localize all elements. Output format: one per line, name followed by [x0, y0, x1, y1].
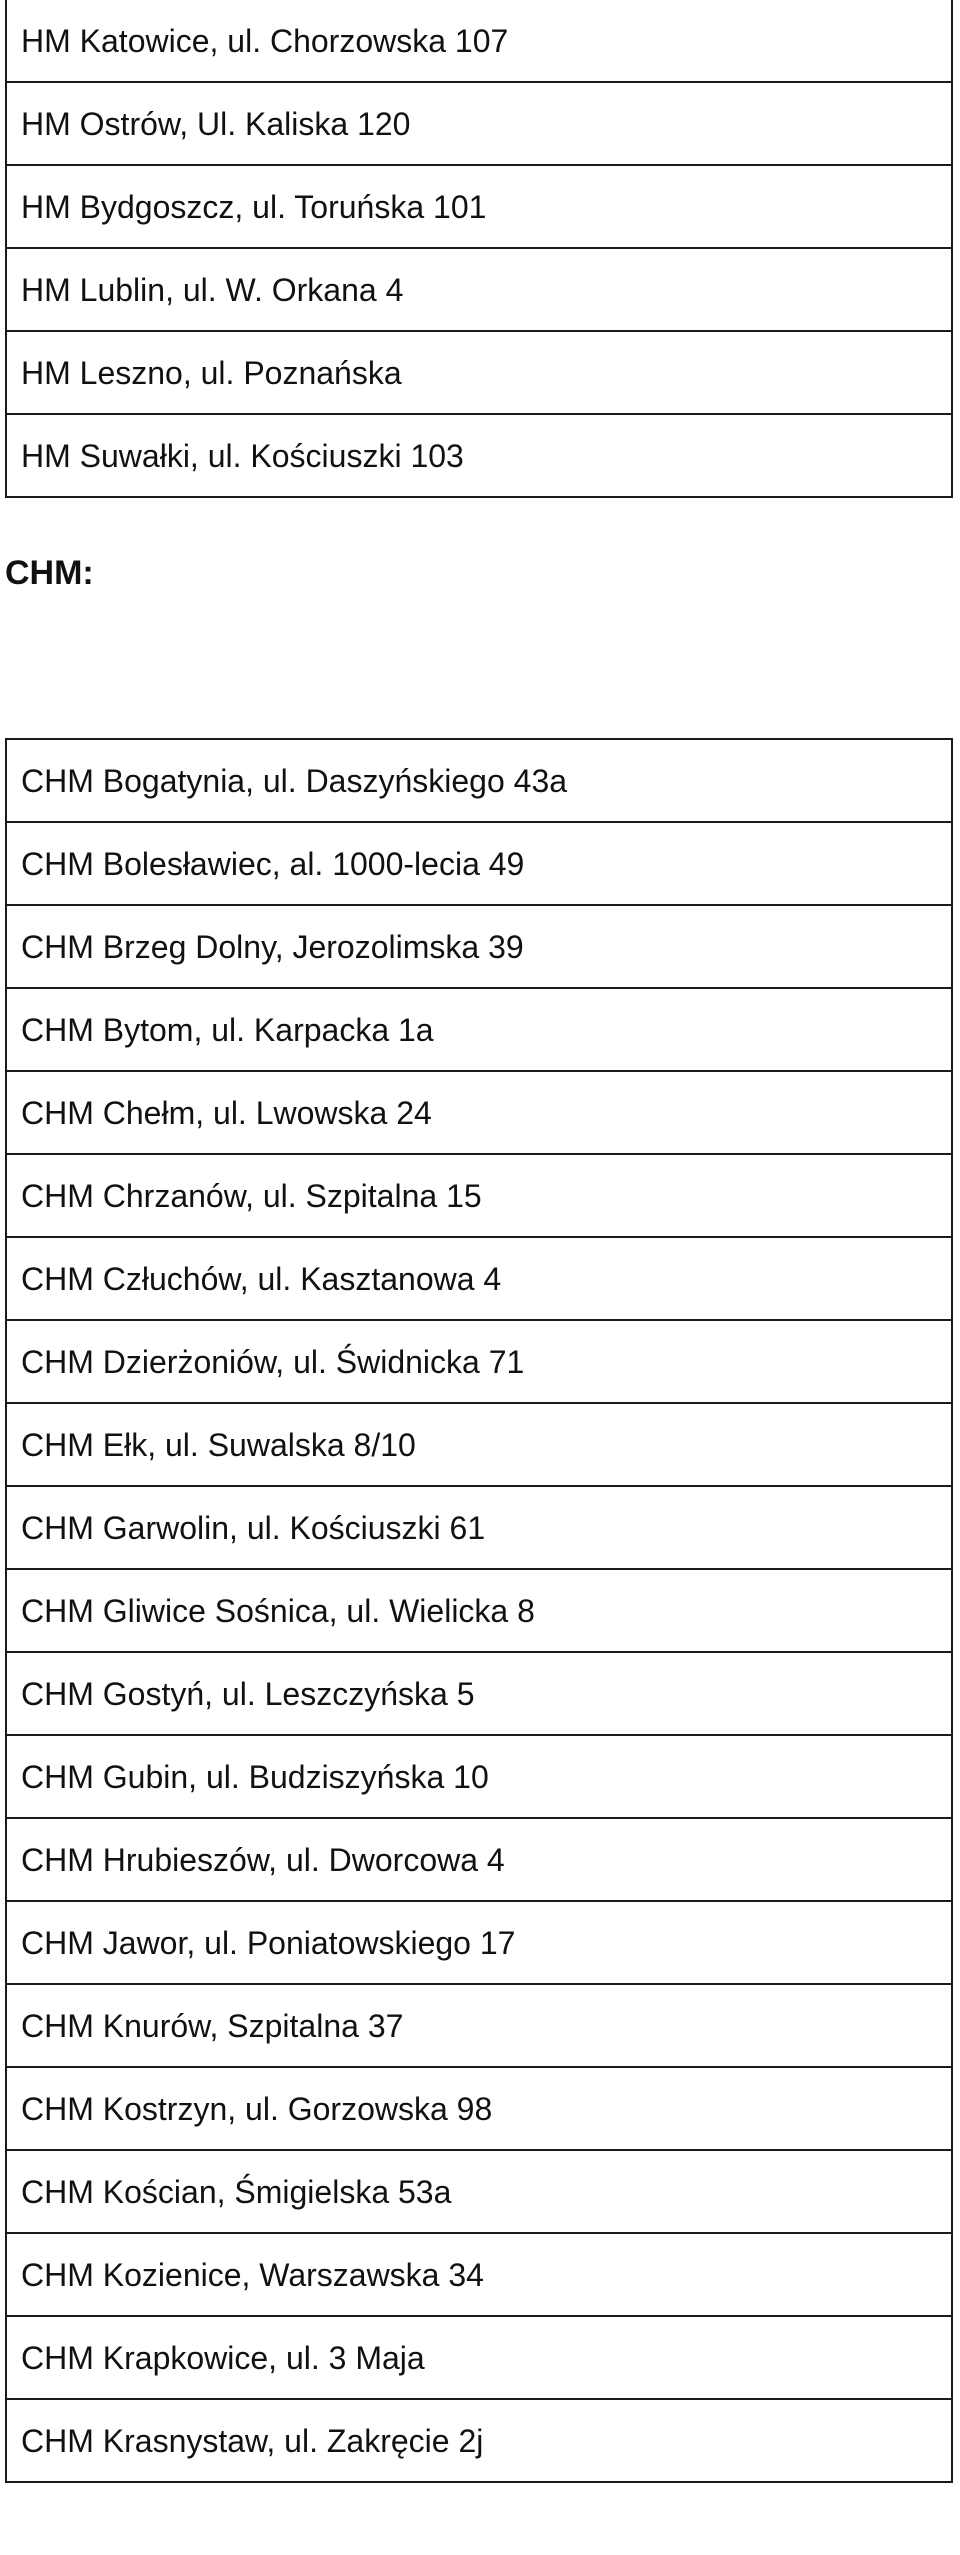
table-row: [6, 165, 952, 248]
address-cell: CHM Bogatynia, ul. Daszyńskiego 43a: [6, 739, 952, 822]
table-row: [6, 1652, 952, 1735]
address-cell: CHM Krapkowice, ul. 3 Maja: [6, 2316, 952, 2399]
address-cell: CHM Chełm, ul. Lwowska 24: [6, 1071, 952, 1154]
table-row: [6, 739, 952, 822]
table-row: [6, 1154, 952, 1237]
table-row: [6, 331, 952, 414]
table-row: [6, 2399, 952, 2482]
table-row: [6, 1320, 952, 1403]
address-cell: CHM Dzierżoniów, ul. Świdnicka 71: [6, 1320, 952, 1403]
address-cell: HM Bydgoszcz, ul. Toruńska 101: [6, 165, 952, 248]
address-cell: HM Ostrów, Ul. Kaliska 120: [6, 82, 952, 165]
address-cell: CHM Kozienice, Warszawska 34: [6, 2233, 952, 2316]
table-row: [6, 1237, 952, 1320]
address-cell: CHM Ełk, ul. Suwalska 8/10: [6, 1403, 952, 1486]
chm-section-heading: CHM:: [5, 554, 94, 592]
address-cell: CHM Człuchów, ul. Kasztanowa 4: [6, 1237, 952, 1320]
table-row: [6, 1735, 952, 1818]
address-cell: CHM Chrzanów, ul. Szpitalna 15: [6, 1154, 952, 1237]
chm-address-table: [5, 738, 953, 2483]
table-row: [6, 2067, 952, 2150]
address-cell: HM Katowice, ul. Chorzowska 107: [6, 0, 952, 82]
address-cell: CHM Bolesławiec, al. 1000-lecia 49: [6, 822, 952, 905]
address-cell: CHM Brzeg Dolny, Jerozolimska 39: [6, 905, 952, 988]
table-row: [6, 2150, 952, 2233]
table-row: [6, 822, 952, 905]
address-cell: CHM Gostyń, ul. Leszczyńska 5: [6, 1652, 952, 1735]
table-row: [6, 2233, 952, 2316]
address-cell: HM Leszno, ul. Poznańska: [6, 331, 952, 414]
table-row: [6, 1403, 952, 1486]
table-row: [6, 1071, 952, 1154]
address-cell: HM Lublin, ul. W. Orkana 4: [6, 248, 952, 331]
table-row: [6, 414, 952, 497]
address-cell: CHM Kostrzyn, ul. Gorzowska 98: [6, 2067, 952, 2150]
table-row: [6, 1984, 952, 2067]
address-cell: CHM Hrubieszów, ul. Dworcowa 4: [6, 1818, 952, 1901]
address-cell: CHM Kościan, Śmigielska 53a: [6, 2150, 952, 2233]
table-row: [6, 1818, 952, 1901]
table-row: [6, 1486, 952, 1569]
address-cell: CHM Jawor, ul. Poniatowskiego 17: [6, 1901, 952, 1984]
table-row: [6, 988, 952, 1071]
table-row: [6, 82, 952, 165]
address-cell: HM Suwałki, ul. Kościuszki 103: [6, 414, 952, 497]
address-cell: CHM Krasnystaw, ul. Zakręcie 2j: [6, 2399, 952, 2482]
address-cell: CHM Knurów, Szpitalna 37: [6, 1984, 952, 2067]
table-row: [6, 2316, 952, 2399]
table-row: [6, 1901, 952, 1984]
table-row: [6, 905, 952, 988]
address-cell: CHM Bytom, ul. Karpacka 1a: [6, 988, 952, 1071]
table-row: [6, 1569, 952, 1652]
address-cell: CHM Gliwice Sośnica, ul. Wielicka 8: [6, 1569, 952, 1652]
address-cell: CHM Gubin, ul. Budziszyńska 10: [6, 1735, 952, 1818]
address-cell: CHM Garwolin, ul. Kościuszki 61: [6, 1486, 952, 1569]
table-row: [6, 248, 952, 331]
table-row: [6, 0, 952, 82]
hm-address-table: [5, 0, 953, 498]
